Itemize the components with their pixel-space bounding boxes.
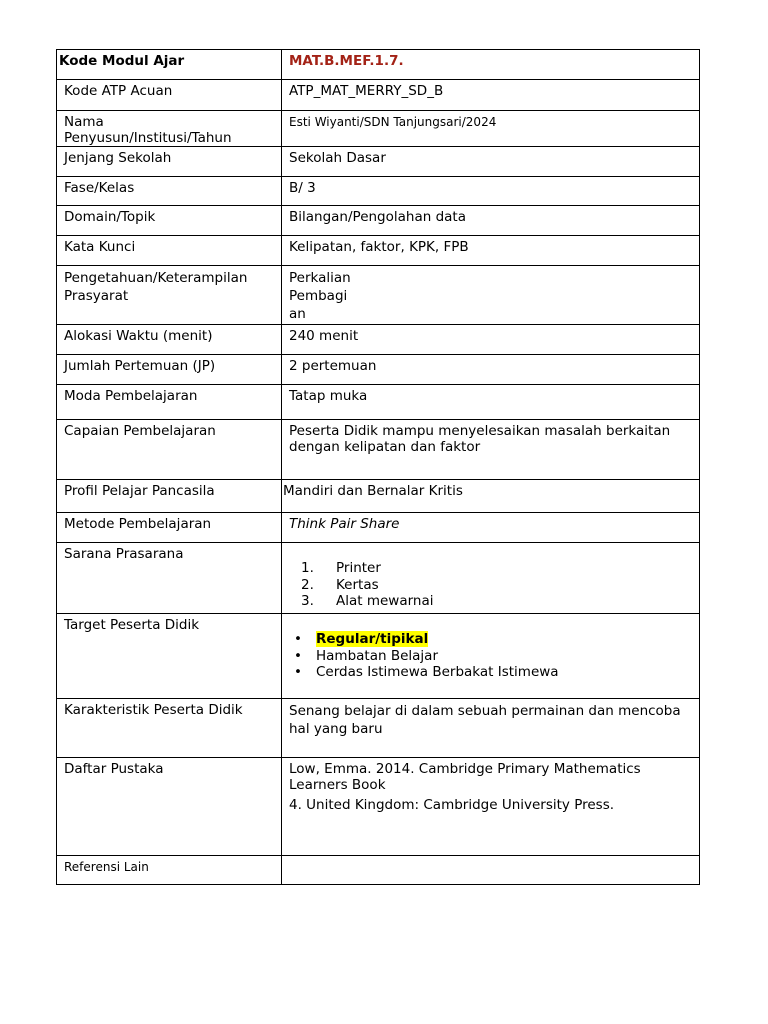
value-moda: Tatap muka <box>282 385 700 420</box>
value-jenjang: Sekolah Dasar <box>282 147 700 177</box>
row-domain <box>57 206 700 236</box>
bullet-icon: • <box>294 664 302 680</box>
list-number: 1. <box>301 560 314 576</box>
value-penyusun: Esti Wiyanti/SDN Tanjungsari/2024 <box>282 111 700 147</box>
value-pustaka <box>282 758 700 856</box>
value-karakteristik-line2: hal yang baru <box>289 721 383 737</box>
row-metode <box>57 513 700 543</box>
row-alokasi <box>57 325 700 355</box>
value-capaian-line1: Peserta Didik mampu menyelesaikan masalah berkaitan <box>289 423 671 439</box>
value-alokasi: 240 menit <box>282 325 700 355</box>
target-list <box>289 631 693 681</box>
value-metode: Think Pair Share <box>282 513 700 543</box>
value-prasyarat-line2: Pembagi <box>289 288 348 304</box>
value-prasyarat-line3: an <box>289 306 306 322</box>
row-karakteristik <box>57 699 700 758</box>
row-penyusun <box>57 111 700 147</box>
row-jumlah <box>57 355 700 385</box>
label-moda: Moda Pembelajaran <box>57 385 282 420</box>
row-kata-kunci <box>57 236 700 266</box>
row-capaian <box>57 420 700 480</box>
value-sarana <box>282 543 700 614</box>
list-number: 2. <box>301 576 314 593</box>
row-jenjang <box>57 147 700 177</box>
row-referensi <box>57 856 700 885</box>
label-metode: Metode Pembelajaran <box>57 513 282 543</box>
list-number: 3. <box>301 593 314 609</box>
label-jenjang: Jenjang Sekolah <box>57 147 282 177</box>
label-alokasi: Alokasi Waktu (menit) <box>57 325 282 355</box>
value-karakteristik-line1: Senang belajar di dalam sebuah permainan dan mencoba <box>289 703 681 719</box>
value-target <box>282 614 700 699</box>
label-target: Target Peserta Didik <box>57 614 282 699</box>
label-karakteristik: Karakteristik Peserta Didik <box>57 699 282 758</box>
label-profil: Profil Pelajar Pancasila <box>57 480 282 513</box>
bullet-icon: • <box>294 647 302 664</box>
row-pustaka <box>57 758 700 856</box>
list-item <box>294 664 693 681</box>
list-text: Printer <box>336 560 381 576</box>
label-kata-kunci: Kata Kunci <box>57 236 282 266</box>
list-text: Alat mewarnai <box>336 593 434 609</box>
value-karakteristik <box>282 699 700 758</box>
list-item <box>301 577 693 594</box>
sarana-list <box>289 560 693 610</box>
list-item <box>301 560 693 577</box>
value-pustaka-line1: Low, Emma. 2014. Cambridge Primary Mathematics <box>289 761 641 777</box>
label-prasyarat-line2: Prasyarat <box>64 288 129 304</box>
row-kode-atp <box>57 80 700 111</box>
row-profil <box>57 480 700 513</box>
value-referensi <box>282 856 700 885</box>
highlighted-text: Regular/tipikal <box>316 631 429 647</box>
label-kode-modul: Kode Modul Ajar <box>57 50 282 80</box>
label-referensi: Referensi Lain <box>57 856 282 885</box>
label-domain: Domain/Topik <box>57 206 282 236</box>
label-sarana: Sarana Prasarana <box>57 543 282 614</box>
list-text: Kertas <box>336 576 379 593</box>
value-capaian-line2: dengan kelipatan dan faktor <box>289 439 481 455</box>
label-pustaka: Daftar Pustaka <box>57 758 282 856</box>
value-pustaka-line3: 4. United Kingdom: Cambridge University Press. <box>289 797 615 813</box>
list-text: Cerdas Istimewa Berbakat Istimewa <box>316 664 559 680</box>
list-item <box>294 631 693 648</box>
label-penyusun <box>57 111 282 147</box>
row-prasyarat <box>57 266 700 325</box>
value-jumlah: 2 pertemuan <box>282 355 700 385</box>
value-pustaka-line2: Learners Book <box>289 777 386 793</box>
label-penyusun-line1: Nama <box>64 114 104 130</box>
list-text: Hambatan Belajar <box>316 647 438 664</box>
row-fase <box>57 177 700 206</box>
label-prasyarat-line1: Pengetahuan/Keterampilan <box>64 270 248 286</box>
value-capaian <box>282 420 700 480</box>
value-kode-modul: MAT.B.MEF.1.7. <box>282 50 700 80</box>
label-fase: Fase/Kelas <box>57 177 282 206</box>
value-prasyarat-line1: Perkalian <box>289 270 351 286</box>
value-kata-kunci: Kelipatan, faktor, KPK, FPB <box>282 236 700 266</box>
module-info-table <box>56 49 700 885</box>
value-kode-atp: ATP_MAT_MERRY_SD_B <box>282 80 700 111</box>
list-item <box>301 593 693 610</box>
label-kode-atp: Kode ATP Acuan <box>57 80 282 111</box>
value-fase: B/ 3 <box>282 177 700 206</box>
row-moda <box>57 385 700 420</box>
row-sarana <box>57 543 700 614</box>
list-item <box>294 648 693 665</box>
row-kode-modul <box>57 50 700 80</box>
label-capaian: Capaian Pembelajaran <box>57 420 282 480</box>
value-prasyarat <box>282 266 700 325</box>
label-prasyarat <box>57 266 282 325</box>
bullet-icon: • <box>294 631 302 647</box>
row-target <box>57 614 700 699</box>
value-profil: Mandiri dan Bernalar Kritis <box>282 480 700 513</box>
label-jumlah: Jumlah Pertemuan (JP) <box>57 355 282 385</box>
label-penyusun-line2: Penyusun/Institusi/Tahun <box>64 130 232 146</box>
value-domain: Bilangan/Pengolahan data <box>282 206 700 236</box>
